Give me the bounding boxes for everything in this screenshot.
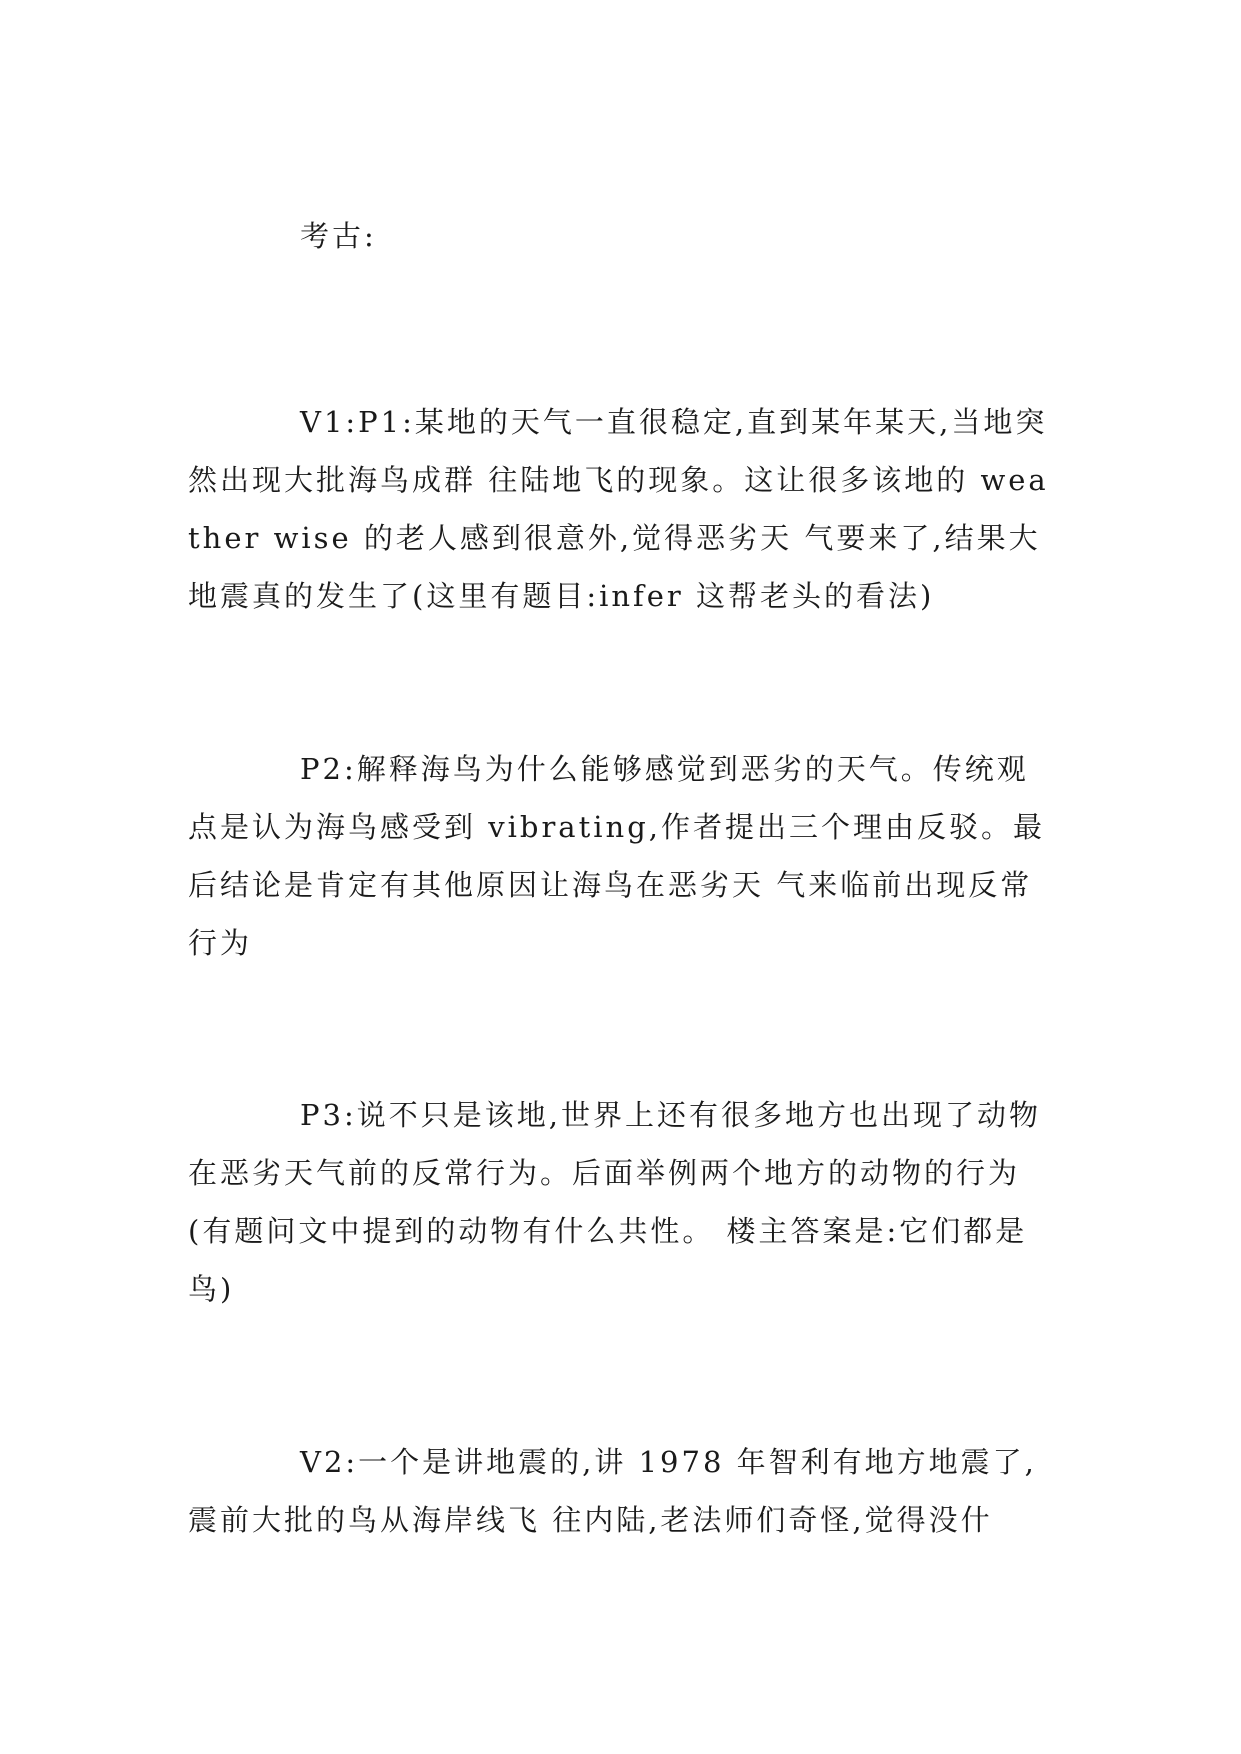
paragraph-v1-p1: V1:P1:某地的天气一直很稳定,直到某年某天,当地突然出现大批海鸟成群 往陆地飞的现象。这让很多该地的 weather wise 的老人感到很意外,觉得恶劣天 气要来了,结果大地震真的发生了(这里有题目:infer 这帮老头的看法) [188,405,1049,613]
section-heading: 考古: [300,219,377,253]
paragraph-p3: P3:说不只是该地,世界上还有很多地方也出现了动物在恶劣天气前的反常行为。后面举例两个地方的动物的行为(有题问文中提到的动物有什么共性。 楼主答案是:它们都是鸟) [188,1098,1041,1306]
paragraph-v2: V2:一个是讲地震的,讲 1978 年智利有地方地震了,震前大批的鸟从海岸线飞 往内陆,老法师们奇怪,觉得没什 [188,1445,1037,1537]
paragraph-p2: P2:解释海鸟为什么能够感觉到恶劣的天气。传统观点是认为海鸟感受到 vibrating,作者提出三个理由反驳。最后结论是肯定有其他原因让海鸟在恶劣天 气来临前出现反常行为 [188,752,1045,960]
